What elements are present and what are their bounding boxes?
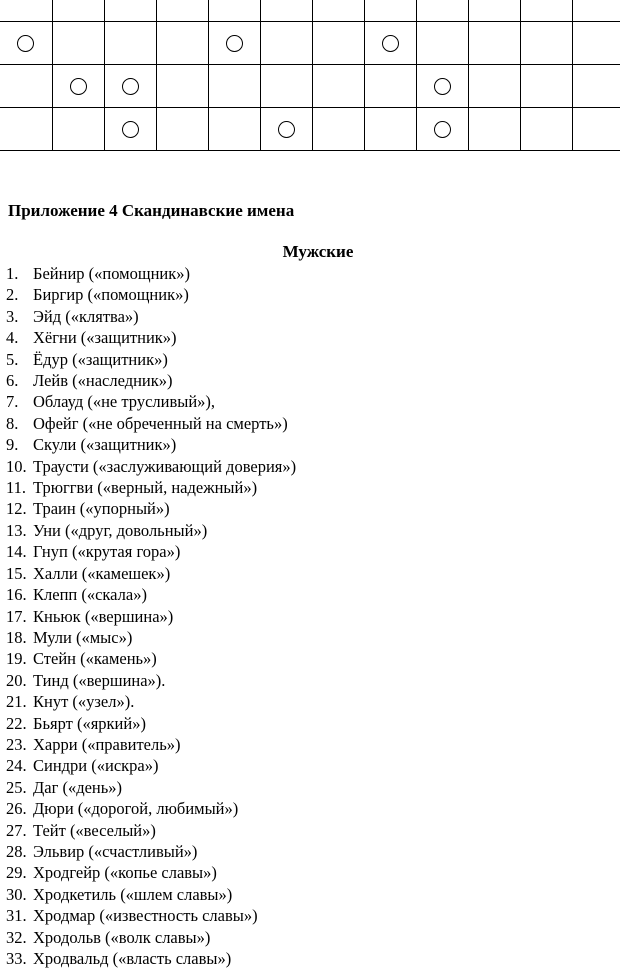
list-item (6, 927, 296, 948)
grid-cell (364, 0, 416, 22)
list-item-number: 25. (6, 777, 27, 797)
list-item-text: Эльвир («счастливый») (33, 841, 198, 861)
list-item-number: 23. (6, 734, 27, 754)
list-item-text: Траин («упорный») (33, 499, 170, 519)
list-item-text: Уни («друг, довольный») (33, 520, 208, 540)
list-item-number: 8. (6, 413, 19, 433)
list-item-text: Бейнир («помощник») (33, 264, 190, 283)
list-item (6, 263, 296, 284)
grid-cell (468, 0, 520, 22)
grid-cell (572, 65, 620, 108)
grid-cell (260, 22, 312, 65)
grid-cell (572, 22, 620, 65)
list-item-text: Клепп («скала») (33, 585, 147, 605)
list-item-text: Тинд («вершина»). (33, 670, 166, 690)
list-item-number: 32. (6, 927, 27, 947)
grid-cell (208, 108, 260, 151)
list-item (6, 584, 296, 605)
list-item-number: 6. (6, 371, 19, 391)
list-item-number: 13. (6, 520, 27, 540)
grid-cell (520, 22, 572, 65)
list-item (6, 777, 296, 798)
list-item (6, 306, 296, 327)
list-item-number: 24. (6, 756, 27, 776)
list-item (6, 349, 296, 370)
list-item (6, 798, 296, 819)
list-item (6, 541, 296, 562)
list-item-number: 7. (6, 392, 19, 412)
list-item-text: Хродмар («известность славы») (33, 906, 258, 926)
grid-row (0, 108, 620, 151)
grid-cell (52, 108, 104, 151)
circle-mark (70, 78, 87, 95)
list-item-text: Харри («правитель») (33, 734, 181, 754)
list-item (6, 734, 296, 755)
grid-cell (416, 0, 468, 22)
list-item (6, 841, 296, 862)
list-item-text: Трюггви («верный, надежный») (33, 478, 258, 498)
list-item-number: 27. (6, 820, 27, 840)
list-item-number: 12. (6, 499, 27, 519)
grid-cell (208, 22, 260, 65)
grid-cell (364, 108, 416, 151)
list-item-number: 30. (6, 884, 27, 904)
grid-row (0, 22, 620, 65)
list-item-text: Мули («мыс») (33, 627, 133, 647)
circle-mark (382, 35, 399, 52)
grid-cell (0, 108, 52, 151)
list-item (6, 670, 296, 691)
list-item-number: 11. (6, 478, 27, 498)
list-item (6, 691, 296, 712)
grid-cell (52, 22, 104, 65)
grid-cell (156, 22, 208, 65)
list-item (6, 884, 296, 905)
grid-cell (416, 22, 468, 65)
appendix-title: Приложение 4 Скандинавские имена (8, 201, 295, 220)
grid-cell (312, 108, 364, 151)
list-item-number: 28. (6, 841, 27, 861)
list-item (6, 370, 296, 391)
circle-mark (122, 121, 139, 138)
list-item-text: Кнут («узел»). (33, 692, 135, 712)
list-item-text: Облауд («не трусливый»), (33, 392, 216, 412)
grid-cell (260, 0, 312, 22)
list-item-text: Бьярт («яркий») (33, 713, 146, 733)
list-item-number: 14. (6, 542, 27, 562)
grid-cell (312, 65, 364, 108)
list-item (6, 905, 296, 926)
grid-cell (364, 65, 416, 108)
list-item-number: 4. (6, 328, 19, 348)
grid-cell (260, 108, 312, 151)
grid-cell (468, 22, 520, 65)
grid-cell (312, 22, 364, 65)
circle-mark (17, 35, 34, 52)
list-item-text: Офейг («не обреченный на смерть») (33, 413, 288, 433)
list-item (6, 456, 296, 477)
list-item-text: Лейв («наследник») (33, 371, 173, 391)
list-item-text: Синдри («искра») (33, 756, 159, 776)
list-item (6, 606, 296, 627)
grid-cell (364, 22, 416, 65)
grid-cell (520, 108, 572, 151)
list-item-number: 22. (6, 713, 27, 733)
circle-mark (122, 78, 139, 95)
list-item-text: Дюри («дорогой, любимый») (33, 799, 239, 819)
list-item-number: 33. (6, 949, 27, 968)
circle-mark (434, 121, 451, 138)
grid-cell (0, 65, 52, 108)
list-item-text: Тейт («веселый») (33, 820, 156, 840)
section-title: Мужские (282, 242, 354, 261)
list-item-text: Хродгейр («копье славы») (33, 863, 217, 883)
grid-cell (520, 0, 572, 22)
grid-cell (52, 0, 104, 22)
list-item (6, 648, 296, 669)
list-item-number: 20. (6, 670, 27, 690)
list-item (6, 434, 296, 455)
list-item-text: Хродольв («волк славы») (33, 927, 211, 947)
list-item-number: 2. (6, 285, 19, 305)
grid-cell (104, 22, 156, 65)
list-item-number: 3. (6, 306, 19, 326)
list-item-number: 26. (6, 799, 27, 819)
list-item-text: Ёдур («защитник») (33, 349, 168, 369)
grid-cell (0, 22, 52, 65)
list-item (6, 477, 296, 498)
list-item-number: 29. (6, 863, 27, 883)
grid-row (0, 0, 620, 22)
grid-cell (104, 108, 156, 151)
list-item (6, 862, 296, 883)
list-item-number: 10. (6, 456, 27, 476)
grid-cell (156, 108, 208, 151)
list-item (6, 520, 296, 541)
list-item (6, 563, 296, 584)
list-item (6, 327, 296, 348)
grid-cell (0, 0, 52, 22)
list-item-number: 19. (6, 649, 27, 669)
list-item (6, 820, 296, 841)
grid-row (0, 65, 620, 108)
grid-cell (520, 65, 572, 108)
grid-cell (416, 65, 468, 108)
list-item-text: Траусти («заслуживающий доверия») (33, 456, 297, 476)
names-list (6, 263, 296, 969)
list-item-text: Хродвальд («власть славы») (33, 949, 232, 968)
list-item-number: 18. (6, 627, 27, 647)
list-item-number: 17. (6, 606, 27, 626)
list-item (6, 713, 296, 734)
list-item-number: 15. (6, 563, 27, 583)
grid-cell (572, 108, 620, 151)
grid-cell (104, 0, 156, 22)
list-item-number: 5. (6, 349, 19, 369)
list-item-number: 1. (6, 264, 19, 283)
list-item (6, 391, 296, 412)
circle-grid (0, 0, 620, 158)
list-item-text: Хродкетиль («шлем славы») (33, 884, 233, 904)
grid-cell (208, 65, 260, 108)
list-item-number: 16. (6, 585, 27, 605)
grid-cell (416, 108, 468, 151)
list-item-text: Биргир («помощник») (33, 285, 189, 305)
list-item-text: Эйд («клятва») (33, 306, 139, 326)
grid-cell (468, 65, 520, 108)
circle-mark (278, 121, 295, 138)
grid-cell (156, 65, 208, 108)
grid-cell (468, 108, 520, 151)
list-item-number: 9. (6, 435, 19, 455)
circle-mark (226, 35, 243, 52)
list-item (6, 284, 296, 305)
list-item-number: 21. (6, 692, 27, 712)
grid-cell (312, 0, 364, 22)
list-item (6, 755, 296, 776)
list-item-text: Стейн («камень») (33, 649, 157, 669)
circle-mark (434, 78, 451, 95)
grid-cell (208, 0, 260, 22)
list-item-number: 31. (6, 906, 27, 926)
grid-cell (52, 65, 104, 108)
list-item-text: Скули («защитник») (33, 435, 177, 455)
list-item-text: Кньюк («вершина») (33, 606, 174, 626)
grid-cell (104, 65, 156, 108)
grid-table (0, 0, 620, 151)
grid-cell (572, 0, 620, 22)
grid-cell (156, 0, 208, 22)
list-item-text: Даг («день») (33, 777, 123, 797)
list-item-text: Халли («камешек») (33, 563, 171, 583)
grid-cell (260, 65, 312, 108)
list-item-text: Хёгни («защитник») (33, 328, 177, 348)
list-item (6, 948, 296, 969)
list-item (6, 498, 296, 519)
list-item (6, 413, 296, 434)
list-item-text: Гнуп («крутая гора») (33, 542, 181, 562)
list-item (6, 627, 296, 648)
